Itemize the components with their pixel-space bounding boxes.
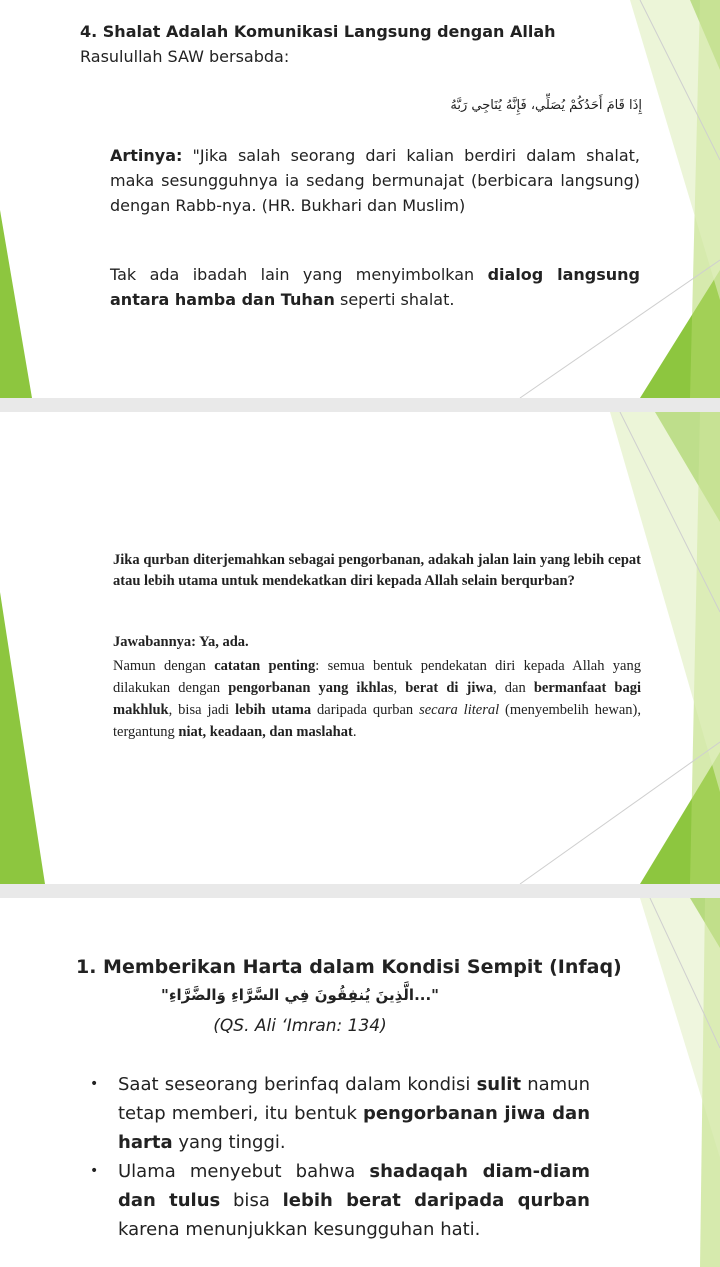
text-run: , bisa jadi	[168, 702, 236, 718]
text-run: seperti shalat.	[334, 290, 455, 309]
question-paragraph: Jika qurban diterjemahkan sebagai pengorbanan, adakah jalan lain yang lebih cepat atau lebih utama untuk mendekatkan diri kepada Allah selain berqurban?	[113, 552, 641, 589]
quran-arabic: "الَّذِينَ يُنفِقُونَ فِي السَّرَّاءِ وَالضَّرَّاءِ..."	[161, 986, 439, 1004]
text-run: Namun dengan	[113, 658, 215, 674]
text-run: ,	[393, 680, 406, 696]
bold-run: catatan penting	[214, 658, 316, 674]
slide-decoration	[0, 412, 720, 884]
bullet-list	[88, 1070, 590, 1244]
bold-run: pengorbanan jiwa dan harta	[118, 1103, 591, 1153]
slide-2	[0, 412, 720, 884]
bold-run: niat, keadaan, dan maslahat	[178, 724, 353, 740]
list-item	[88, 1070, 590, 1157]
dialog-paragraph	[110, 262, 640, 312]
text-run: : semua bentuk pendekatan diri kepada Allah yang dilakukan dengan	[113, 658, 641, 696]
bullet-icon: •	[90, 1076, 99, 1092]
bold-run: berat di jiwa	[405, 680, 494, 696]
bold-run: sulit	[476, 1074, 522, 1095]
bold-run: lebih utama	[235, 702, 312, 718]
text-run: (menyembelih hewan), tergantung	[113, 702, 642, 740]
slide-3	[0, 898, 720, 1267]
slide-1-title: 4. Shalat Adalah Komunikasi Langsung dengan Allah	[80, 22, 556, 41]
bold-run: lebih berat daripada qurban	[282, 1190, 590, 1211]
artinya-label: Artinya:	[110, 146, 183, 165]
text-run: , dan	[493, 680, 534, 696]
list-item	[88, 1157, 590, 1244]
text-run: daripada qurban	[311, 702, 420, 718]
bold-run: shadaqah diam-diam dan tulus	[118, 1161, 591, 1211]
bold-run: pengorbanan yang ikhlas	[228, 680, 394, 696]
italic-run: secara literal	[419, 702, 500, 718]
text-run: Tak ada ibadah lain yang menyimbolkan	[110, 265, 488, 284]
right-light-band	[630, 0, 720, 300]
text-run: Saat seseorang berinfaq dalam kondisi	[118, 1074, 477, 1095]
artinya-text: "Jika salah seorang dari kalian berdiri dalam shalat, maka sesungguhnya ia sedang bermunajat (berbicara langsung) dengan Rabb-nya. (HR. Bukhari dan Muslim)	[110, 146, 640, 215]
slide-1	[0, 0, 720, 398]
left-green-triangle	[0, 210, 32, 398]
bullet-icon: •	[90, 1163, 99, 1179]
text-run: yang tinggi.	[172, 1132, 286, 1153]
text-run: namun tetap memberi, itu bentuk	[118, 1074, 590, 1124]
bold-run: dialog langsung antara hamba dan Tuhan	[110, 265, 640, 309]
hadith-arabic: إِذَا قَامَ أَحَدُكُمْ يُصَلِّي، فَإِنَّهُ يُنَاجِي رَبَّهُ	[450, 98, 642, 113]
text-run: bisa	[220, 1190, 283, 1211]
right-light-band	[640, 898, 720, 1158]
slide-1-subtitle: Rasulullah SAW bersabda:	[80, 47, 290, 66]
text-run: .	[352, 724, 357, 740]
quran-citation: (QS. Ali ‘Imran: 134)	[213, 1016, 387, 1036]
answer-label: Jawabannya: Ya, ada.	[113, 634, 249, 650]
left-green-triangle	[0, 592, 45, 884]
text-run: Ulama menyebut bahwa	[118, 1161, 370, 1182]
artinya-paragraph	[110, 143, 640, 218]
slide-3-title: 1. Memberikan Harta dalam Kondisi Sempit (Infaq)	[76, 956, 622, 978]
text-run: karena menunjukkan kesungguhan hati.	[118, 1219, 481, 1240]
bold-run: bermanfaat bagi makhluk	[113, 680, 642, 718]
answer-body	[113, 655, 641, 743]
